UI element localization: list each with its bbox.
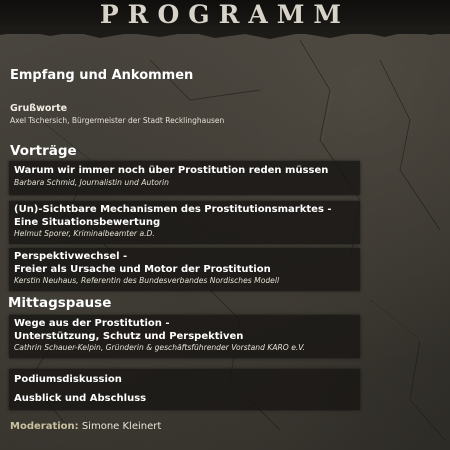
moderation-label: Moderation:	[10, 421, 79, 432]
page-title: PROGRAMM	[99, 0, 351, 29]
talk-speaker: Helmut Sporer, Kriminalbeamter a.D.	[14, 229, 155, 238]
talk-title-line2: Freier als Ursache und Motor der Prostitution	[14, 263, 271, 275]
moderation-line	[10, 421, 161, 432]
talk-box-4	[9, 315, 360, 358]
moderator-name: Simone Kleinert	[81, 421, 162, 432]
talks-heading: Vorträge	[10, 143, 77, 159]
header-band	[0, 0, 450, 34]
talk-speaker: Cathrin Schauer-Kelpin, Gründerin & geschäftsführender Vorstand KARO e.V.	[14, 343, 306, 352]
talk-title: Perspektivwechsel -	[14, 251, 128, 262]
closing-title: Ausblick und Abschluss	[14, 392, 147, 404]
talk-speaker: Barbara Schmid, Journalistin und Autorin	[14, 177, 169, 187]
greeting-title: Grußworte	[10, 103, 68, 114]
talk-title-line2: Unterstützung, Schutz und Perspektiven	[14, 330, 244, 342]
talk-title: Warum wir immer noch über Prostitution reden müssen	[14, 165, 329, 176]
panel-box	[9, 369, 360, 410]
talk-speaker: Kerstin Neuhaus, Referentin des Bundesverbandes Nordisches Modell	[14, 276, 280, 285]
panel-title: Podiumsdiskussion	[14, 374, 122, 385]
talk-box-1	[9, 161, 360, 195]
talk-title: Wege aus der Prostitution -	[14, 318, 170, 329]
lunch-heading: Mittagspause	[8, 295, 112, 311]
talk-box-3	[9, 248, 360, 291]
talk-title: (Un)-Sichtbare Mechanismen des Prostitutionsmarktes -	[14, 204, 332, 215]
talk-box-2	[9, 201, 360, 244]
welcome-heading: Empfang und Ankommen	[10, 68, 194, 83]
greeting-speaker: Axel Tschersich, Bürgermeister der Stadt Recklinghausen	[10, 116, 225, 125]
talk-title-line2: Eine Situationsbewertung	[14, 216, 161, 228]
